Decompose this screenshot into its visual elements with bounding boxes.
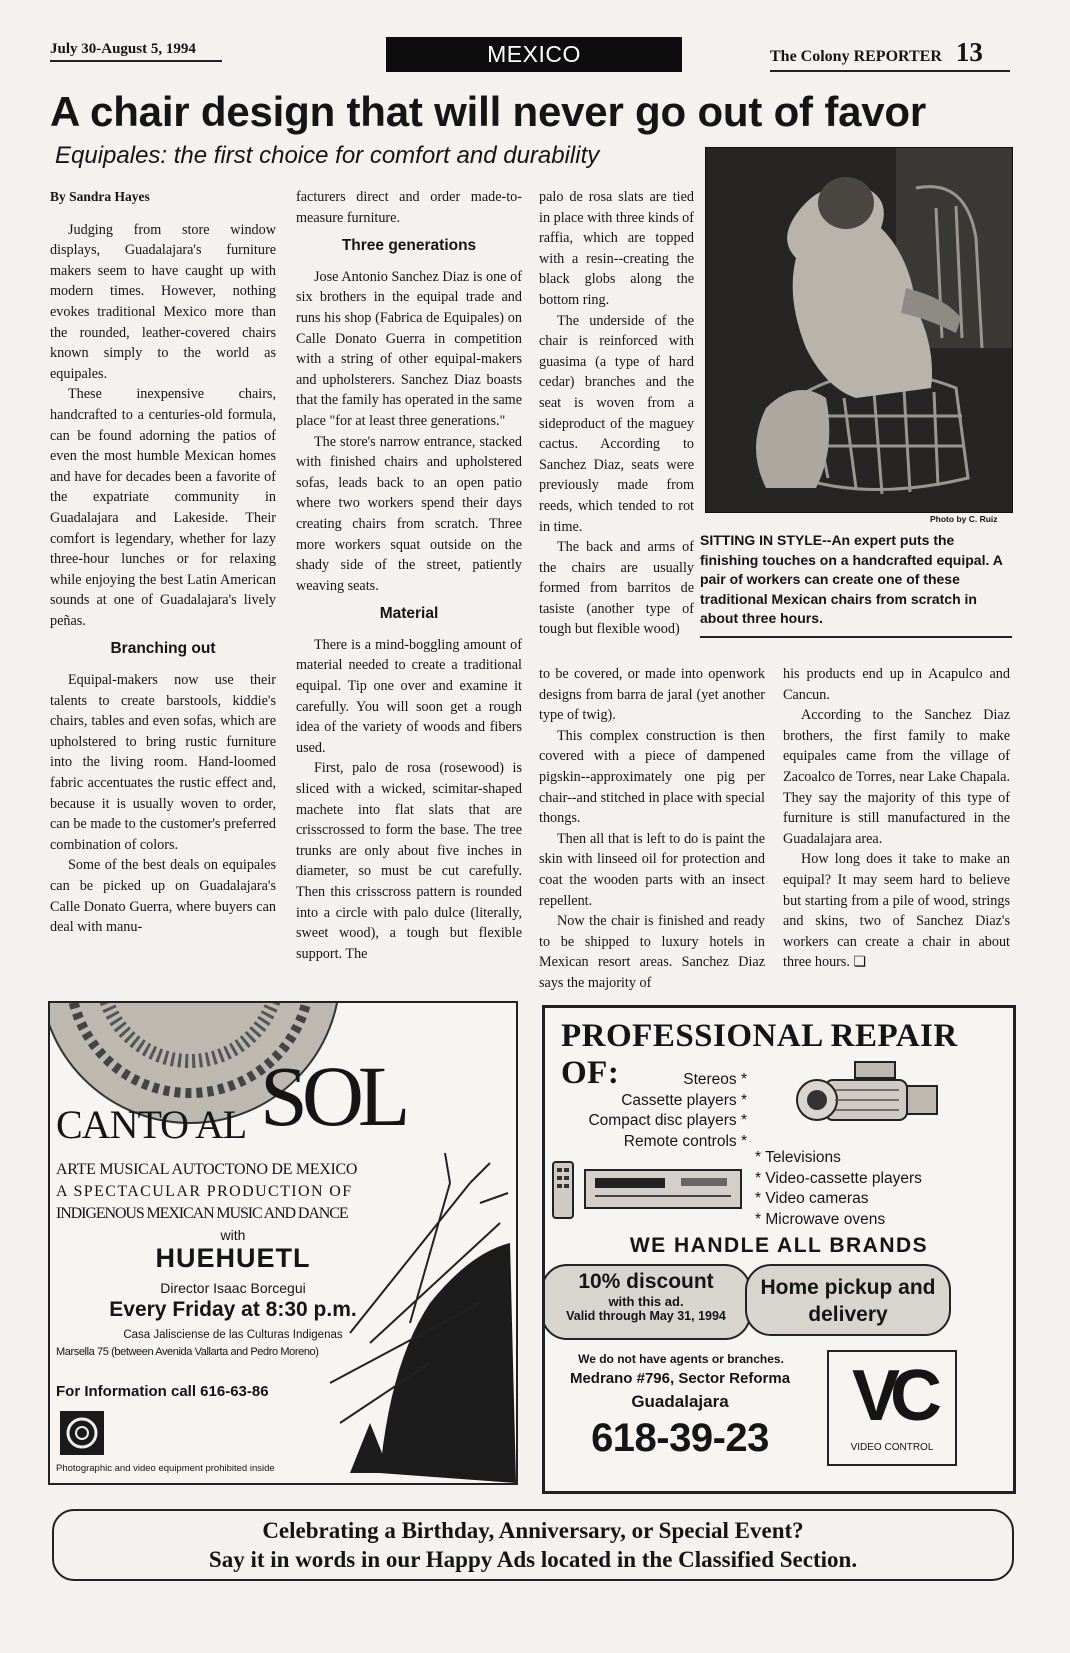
paragraph: palo de rosa slats are tied in place with three kinds of raffia, which are topped with a resin--creating the black globs along the bottom ring. [539, 189, 694, 308]
canto-title: CANTO AL [56, 1102, 247, 1147]
deck: Equipales: the first choice for comfort and durability [55, 142, 600, 169]
happy-ads-line-1: Celebrating a Birthday, Anniversary, or Special Event? [262, 1518, 804, 1543]
paragraph: The store's narrow entrance, stacked with finished chairs and upholstered sofas, leads back to an open patio where two workers spend their days creating chairs from scratch. Three more workers squat outside on the shady side of the street, patiently weaving seats. [296, 433, 522, 594]
service-item: * Video cameras [755, 1190, 869, 1207]
paragraph: his products end up in Acapulco and Cancun. [783, 666, 1010, 703]
equipment-notice: Photographic and video equipment prohibited inside [56, 1463, 275, 1474]
paragraph: to be covered, or made into openwork designs from barra de jaral (yet another type of twig). [539, 666, 765, 724]
paragraph: Now the chair is finished and ready to be shipped to luxury hotels in Mexican resort areas. Sanchez Diaz says the majority of [539, 913, 765, 991]
service-item: Cassette players * [621, 1091, 747, 1109]
paragraph: First, palo de rosa (rosewood) is sliced with a wicked, scimitar-shaped machete into flat slats that are crisscrossed to form the base. The tree trunks are only about five inches in diameter, so must be cut carefully. Then this crisscross pattern is rounded into a circle with palo dulce (literally, sweet wood), a tough but flexible support. The [296, 760, 522, 962]
paragraph: The back and arms of the chairs are usually formed from barritos de tasiste (another type of tough but flexible wood) [539, 539, 694, 638]
article-column-1 [50, 187, 276, 938]
group-name: HUEHUETL [155, 1243, 311, 1273]
subhead-branching-out: Branching out [110, 640, 216, 658]
repair-city: Guadalajara [631, 1392, 729, 1411]
paragraph: This complex construction is then covered with a piece of dampened pigskin--approximately one pig per chair--and stitched in place with special thongs. [539, 727, 765, 827]
discount-badge [542, 1264, 751, 1340]
venue-name: Casa Jalisciense de las Culturas Indigenas [123, 1329, 343, 1341]
repair-address: Medrano #796, Sector Reforma [569, 1370, 791, 1387]
paragraph: These inexpensive chairs, handcrafted to a centuries-old formula, can be found adorning the patios of even the most humble Mexican homes and have for decades been a favorite of the expatriate community in Guadalajara and Lakeside. Their comfort is legendary, whether for lazy three-hour lunches or for relaxing while enjoying the best Latin American sounds at one of Guadalajara's lively peñas. [50, 386, 276, 629]
ad-with: with [220, 1227, 246, 1243]
photo-caption: SITTING IN STYLE--An expert puts the finishing touches on a handcrafted equipal. A pair of workers can create one of these traditional Mexican chairs from scratch in about three hours. [700, 532, 1003, 627]
vc-logo-mark: VC [851, 1356, 933, 1436]
video-camera-icon [795, 1056, 945, 1136]
discount-valid: Valid through May 31, 1994 [566, 1309, 726, 1323]
info-phone: For Information call 616-63-86 [56, 1383, 269, 1400]
director-name: Director Isaac Borcegui [160, 1280, 306, 1296]
happy-ads-line-2: Say it in words in our Happy Ads located in the Classified Section. [208, 1547, 858, 1572]
service-item: Remote controls * [623, 1132, 747, 1150]
article-column-2 [296, 187, 522, 964]
section-label: MEXICO [386, 37, 682, 72]
page-number: 13 [955, 37, 983, 67]
venue-address: Marsella 75 (between Avenida Vallarta and Pedro Moreno) [56, 1346, 319, 1358]
vcr-remote-icon [551, 1156, 747, 1220]
video-control-logo [827, 1350, 957, 1466]
paragraph: facturers direct and order made-to-measure furniture. [296, 189, 522, 226]
service-item: * Video-cassette players [755, 1169, 922, 1187]
paragraph [783, 849, 1010, 973]
sol-title: SOL [260, 1048, 405, 1144]
photo-credit: Photo by C. Ruiz [930, 514, 998, 524]
end-mark-icon: ❏ [853, 954, 867, 971]
paragraph: Jose Antonio Sanchez Diaz is one of six brothers in the equipal trade and runs his shop (Fabrica de Equipales) on Calle Donato Guerra in competition with a string of other equipal-makers and upholsterers. Sanchez Diaz boasts that the family has operated in the same place "for at least three generations." [296, 268, 522, 429]
photo-illustration [706, 148, 1012, 512]
subhead-three-generations: Three generations [341, 237, 477, 255]
paper-masthead [770, 37, 1010, 72]
service-item: * Microwave ovens [755, 1210, 886, 1228]
discount-amount: 10% discount [578, 1270, 714, 1293]
show-schedule: Every Friday at 8:30 p.m. [109, 1298, 357, 1321]
culture-logo-icon [60, 1411, 104, 1455]
article-column-3-lower [539, 664, 765, 994]
service-item: Compact disc players * [588, 1112, 747, 1129]
paragraph: Equipal-makers now use their talents to create barstools, kiddie's chairs, tables and even sofas, which are upholstered to bring rustic furniture into the living room. Hand-loomed fabric accentuates the rustic effect and, because it is usually woven to order, can be made to the customer's preferred combination of colors. [50, 672, 276, 853]
ad-line: ARTE MUSICAL AUTOCTONO DE MEXICO [56, 1161, 358, 1178]
ad-professional-repair [542, 1005, 1016, 1494]
byline: By Sandra Hayes [50, 189, 150, 204]
paragraph: The underside of the chair is reinforced with guasima (a type of hard cedar) branches and the seat is woven from a sideproduct of the maguey cactus. According to Sanchez Diaz, seats were previously made from reeds, which tended to rot in time. [539, 312, 694, 535]
discount-note: with this ad. [608, 1294, 684, 1309]
repair-phone: 618-39-23 [591, 1416, 769, 1460]
agents-note: We do not have agents or branches. [578, 1352, 784, 1366]
service-list-right [755, 1148, 922, 1230]
headline: A chair design that will never go out of favor [50, 88, 927, 135]
ad-line: INDIGENOUS MEXICAN MUSIC AND DANCE [56, 1205, 348, 1222]
paragraph: There is a mind-boggling amount of material needed to create a traditional equipal. Tip one over and examine it carefully. You will soon get a rough idea of the variety of woods and fibers used. [296, 636, 522, 756]
article-column-4 [783, 664, 1010, 973]
repair-title: PROFESSIONAL REPAIR OF: [561, 1018, 958, 1091]
paragraph: According to the Sanchez Diaz brothers, the first family to make equipales came from the village of Zacoalco de Torres, near Lake Chapala. They say the majority of this type of furniture is still manufactured in the Guadalajara area. [783, 707, 1010, 847]
photo-craftsman-equipal [705, 147, 1013, 513]
ad-line: A SPECTACULAR PRODUCTION OF [56, 1183, 353, 1200]
paragraph: Some of the best deals on equipales can be picked up on Guadalajara's Calle Donato Guerra, where buyers can deal with manu- [50, 857, 276, 936]
paragraph: Then all that is left to do is paint the skin with linseed oil for protection and coat the wooden parts with an insect repellent. [539, 830, 765, 909]
happy-ads-banner [52, 1509, 1014, 1581]
paragraph-text: How long does it take to make an equipal? It may seem hard to believe but starting from a pile of wood, strings and skins, two of Sanchez Diaz's workers can create a chair in about three hours. [783, 851, 1010, 971]
paper-name: The Colony REPORTER [770, 48, 942, 65]
pickup-badge: Home pickup and delivery [745, 1264, 951, 1336]
vc-logo-name: VIDEO CONTROL [850, 1442, 934, 1453]
service-list-left [545, 1070, 747, 1152]
ad-canto-al-sol [48, 1001, 518, 1485]
caption-rule [700, 636, 1012, 638]
service-item: * Televisions [755, 1149, 841, 1166]
issue-date: July 30-August 5, 1994 [50, 41, 222, 62]
article-column-3 [539, 187, 694, 640]
paragraph: Judging from store window displays, Guadalajara's furniture makers seem to have caught up with modern times. However, nothing evokes traditional Mexico more than the rounded, leather-covered chairs known simply to the world as equipales. [50, 221, 276, 382]
service-item: Stereos * [683, 1071, 747, 1088]
subhead-material: Material [379, 605, 439, 623]
brands-line: WE HANDLE ALL BRANDS [629, 1234, 929, 1257]
